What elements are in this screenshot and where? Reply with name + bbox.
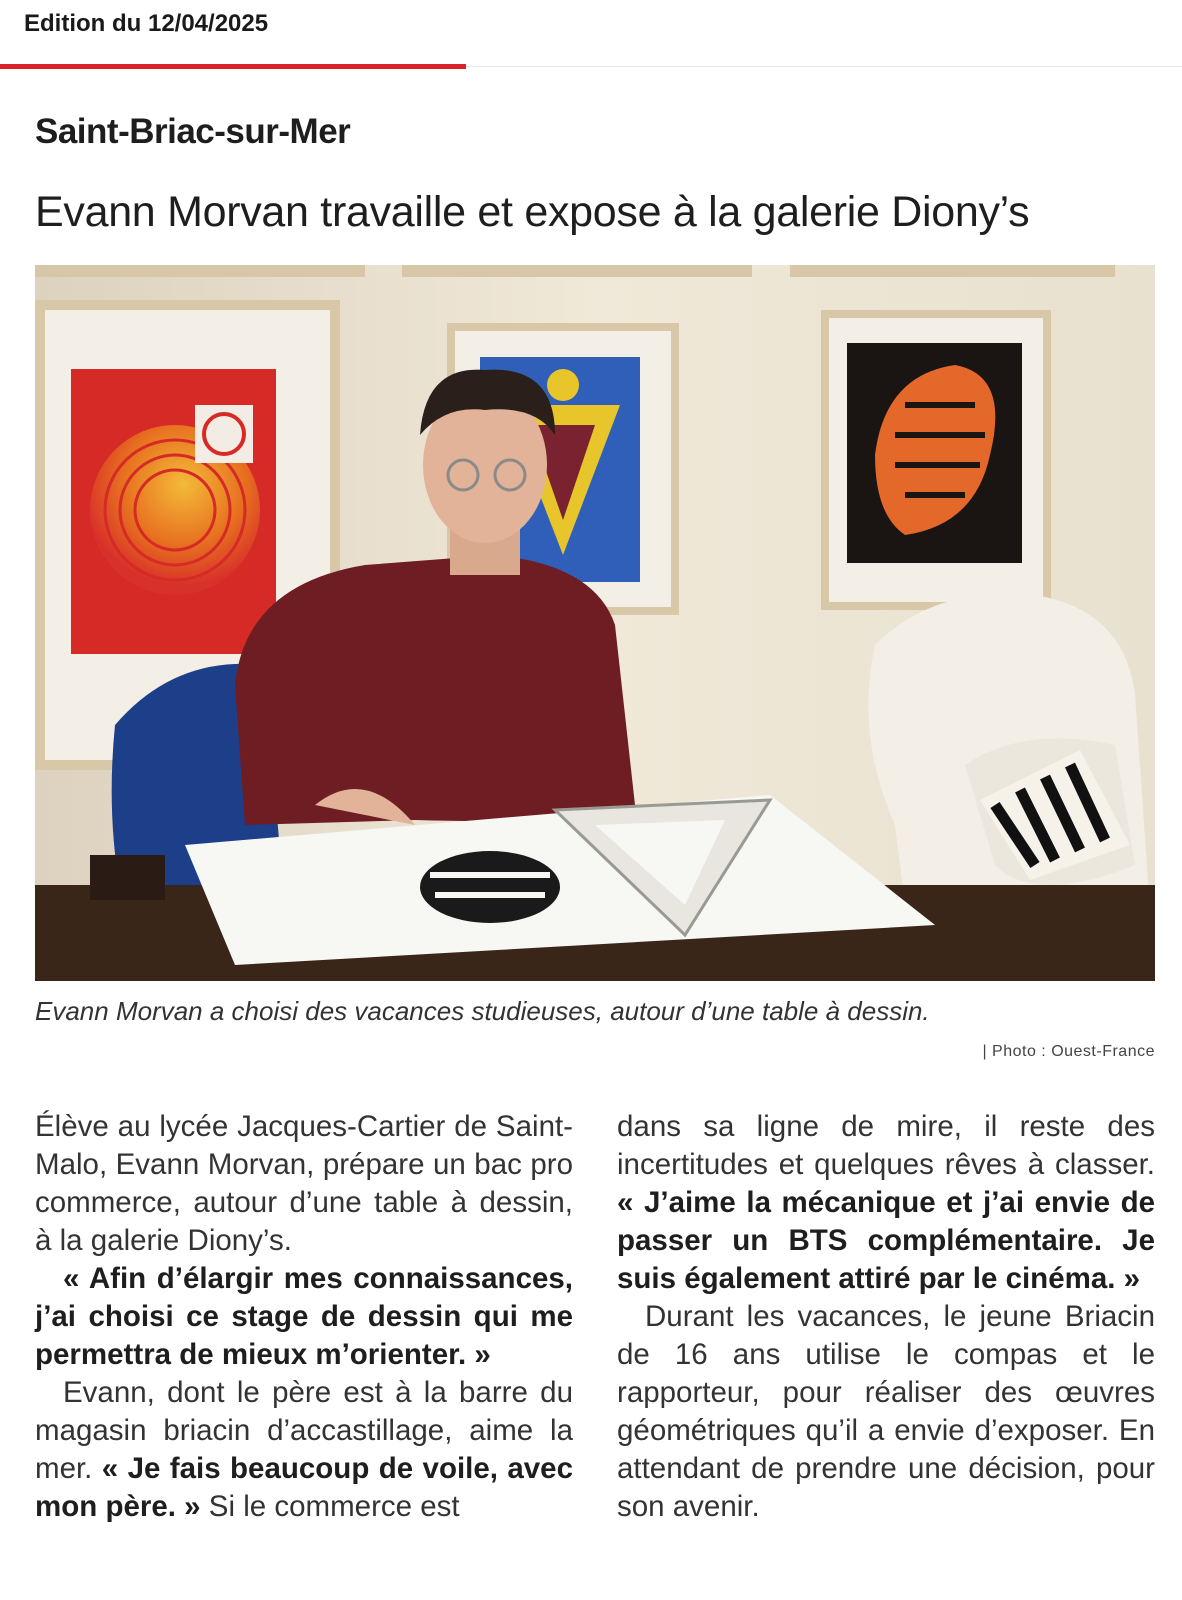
- photo-credit: | Photo : Ouest-France: [982, 1043, 1155, 1060]
- paragraph-text: Evann, dont le père est à la barre du magasin briacin d’accastillage, aime la mer.: [35, 1376, 573, 1485]
- paragraph-continued: [617, 1108, 1155, 1298]
- paragraph-intro: Élève au lycée Jacques-Cartier de Saint-Malo, Evann Morvan, prépare un bac pro commerce, autour d’une table à dessin, à la galerie Diony’s.: [35, 1110, 573, 1257]
- article-column-1: [35, 1108, 573, 1526]
- paragraph-holidays: Durant les vacances, le jeune Briacin de 16 ans utilise le compas et le rapporteur, pour réaliser des œuvres géométriques qu’il a envie d’exposer. En attendant de prendre une décision, pour son avenir.: [617, 1300, 1155, 1523]
- article-headline: Evann Morvan travaille et expose à la galerie Diony’s: [35, 188, 1030, 236]
- article-photo: [35, 265, 1155, 981]
- article-column-2: [617, 1108, 1155, 1526]
- quote-paragraph: [35, 1260, 573, 1374]
- edition-header: [0, 0, 1182, 67]
- edition-date: Edition du 12/04/2025: [24, 10, 269, 37]
- quote-text: « Afin d’élargir mes connaissances, j’ai choisi ce stage de dessin qui me permettra de mieux m’orienter. »: [35, 1262, 573, 1371]
- paragraph-father: [35, 1374, 573, 1526]
- quote-text: « Je fais beaucoup de voile, avec mon père. »: [35, 1452, 573, 1523]
- article-locality: Saint-Briac-sur-Mer: [35, 112, 351, 151]
- accent-rule: [0, 64, 466, 69]
- paragraph-text: dans sa ligne de mire, il reste des incertitudes et quelques rêves à classer.: [617, 1110, 1155, 1181]
- quote-text: « J’aime la mécanique et j’ai envie de passer un BTS complémentaire. Je suis également attiré par le cinéma. »: [617, 1186, 1155, 1295]
- photo-caption: Evann Morvan a choisi des vacances studieuses, autour d’une table à dessin.: [35, 996, 930, 1026]
- artwork-black-frame: [821, 310, 1051, 610]
- paragraph-text: Si le commerce est: [200, 1490, 460, 1523]
